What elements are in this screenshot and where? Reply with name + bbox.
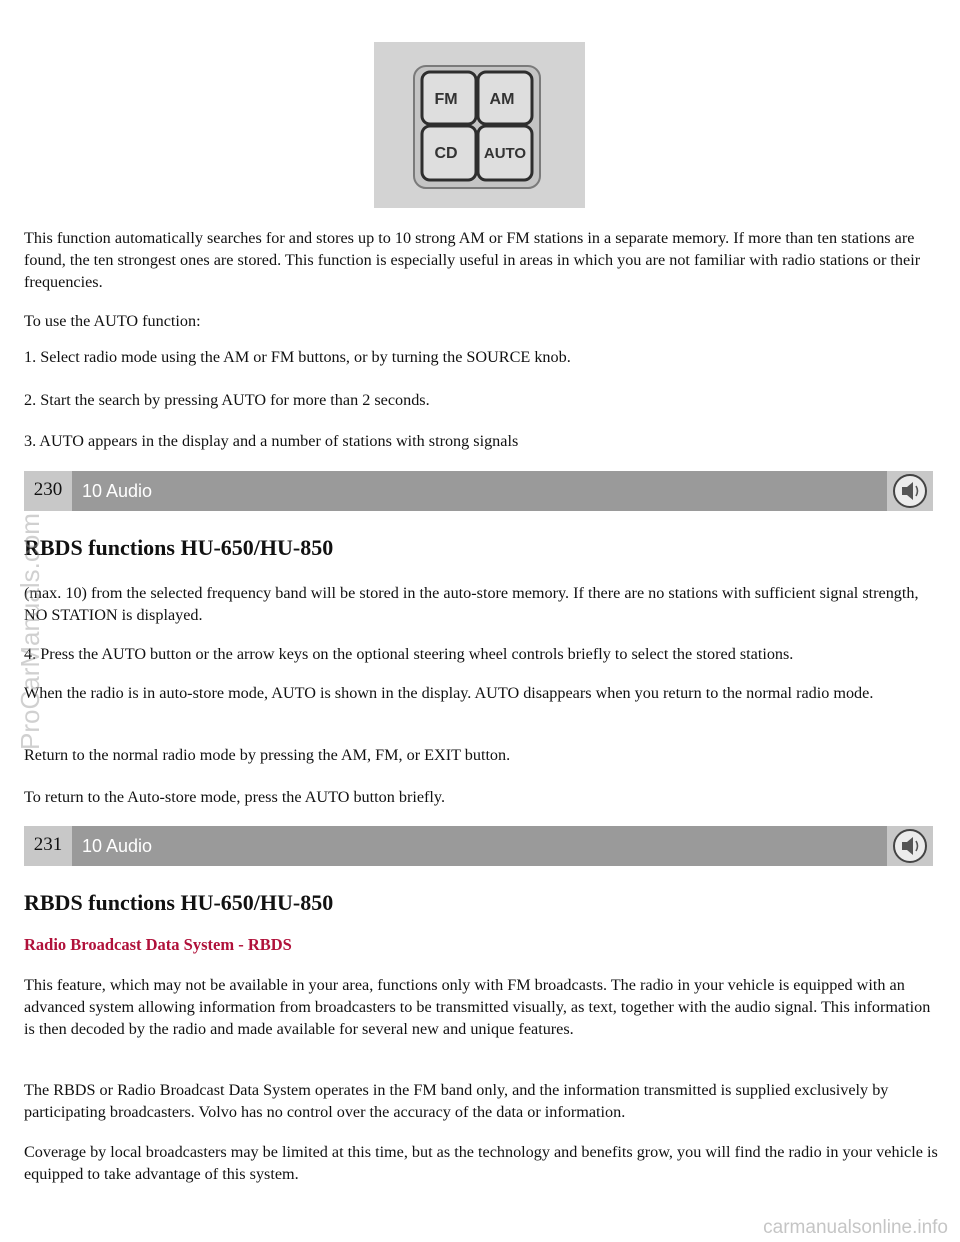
- paragraph: (max. 10) from the selected frequency band will be stored in the auto-store memory. If there are no stations with sufficient signal strength, NO STATION is displayed.: [24, 584, 919, 624]
- page-number: 230: [24, 471, 72, 511]
- paragraph: Coverage by local broadcasters may be limited at this time, but as the technology and benefits grow, you will find the radio in your vehicle is equipped to take advantage of this system.: [24, 1143, 938, 1183]
- chapter-title: 10 Audio: [82, 481, 153, 501]
- paragraph: To return to the Auto-store mode, press the AUTO button briefly.: [24, 788, 446, 806]
- watermark-left: ProCarManuals.com: [15, 513, 45, 750]
- section-heading: RBDS functions HU-650/HU-850: [24, 890, 334, 915]
- paragraph: The RBDS or Radio Broadcast Data System operates in the FM band only, and the information transmitted is supplied exclusively by participating broadcasters. Volvo has no control over the accuracy of the data or information.: [24, 1081, 889, 1121]
- chapter-title: 10 Audio: [82, 836, 153, 856]
- paragraph: 2. Start the search by pressing AUTO for more than 2 seconds.: [24, 391, 430, 409]
- paragraph: To use the AUTO function:: [24, 312, 201, 330]
- paragraph: 1. Select radio mode using the AM or FM buttons, or by turning the SOURCE knob.: [24, 348, 571, 366]
- paragraph: 3. AUTO appears in the display and a number of stations with strong signals: [24, 432, 519, 450]
- audio-buttons-figure: [374, 42, 585, 208]
- paragraph: When the radio is in auto-store mode, AUTO is shown in the display. AUTO disappears when you return to the normal radio mode.: [24, 684, 874, 702]
- am-button-label: AM: [489, 91, 515, 108]
- auto-button-label: AUTO: [483, 145, 527, 162]
- section-subheading: Radio Broadcast Data System - RBDS: [24, 935, 292, 954]
- chapter-bar: [24, 471, 933, 511]
- fm-button-label: FM: [434, 91, 458, 108]
- paragraph: This feature, which may not be available in your area, functions only with FM broadcasts. The radio in your vehicle is equipped with an advanced system allowing information from broadcasters to be transmitted visually, as text, together with the audio signal. This information is then decoded by the radio and made available for several new and unique features.: [24, 976, 931, 1038]
- chapter-bar: [24, 826, 933, 866]
- paragraph: This function automatically searches for and stores up to 10 strong AM or FM stations in a separate memory. If more than ten stations are found, the ten strongest ones are stored. This function is especially useful in areas in which you are not familiar with radio stations or their frequencies.: [24, 229, 921, 291]
- page-number: 231: [24, 826, 72, 866]
- cd-button-label: CD: [434, 145, 458, 162]
- paragraph: 4. Press the AUTO button or the arrow keys on the optional steering wheel controls briefly to select the stored stations.: [24, 645, 794, 663]
- speaker-icon: [887, 826, 933, 866]
- speaker-icon: [887, 471, 933, 511]
- section-heading: RBDS functions HU-650/HU-850: [24, 535, 334, 560]
- watermark-bottom-right: carmanualsonline.info: [763, 1217, 948, 1238]
- paragraph: Return to the normal radio mode by pressing the AM, FM, or EXIT button.: [24, 746, 511, 764]
